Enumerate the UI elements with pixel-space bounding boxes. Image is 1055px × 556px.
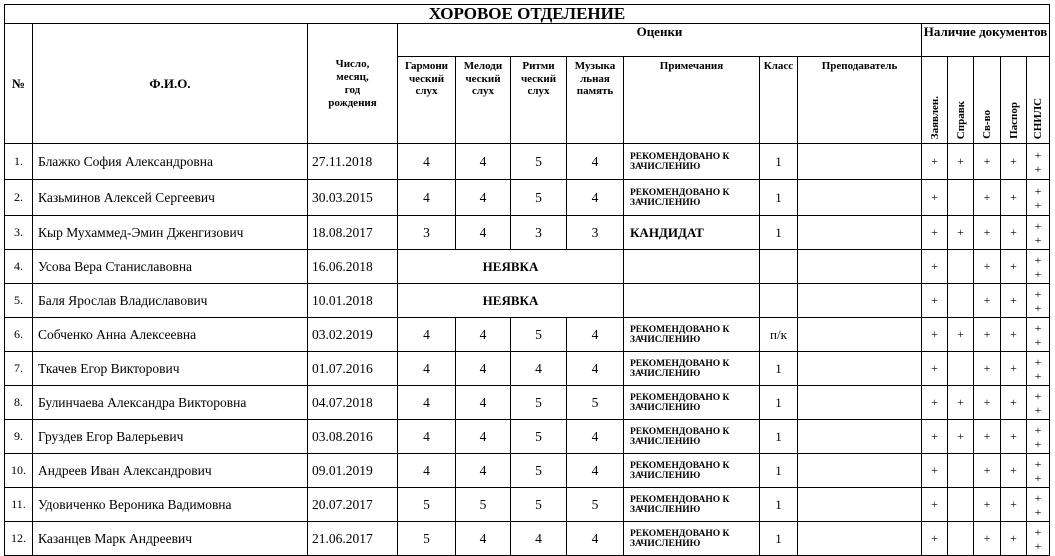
snils-mark-line: + [1034, 197, 1042, 212]
grade-harmonic: 4 [398, 420, 456, 454]
birth-date: 04.07.2018 [308, 386, 398, 420]
snils-mark-line: + [1034, 402, 1042, 417]
header-birth-date-line: рождения [328, 96, 377, 109]
header-line: льная [580, 72, 610, 85]
teacher-cell [798, 180, 922, 216]
note-cell [624, 420, 760, 454]
snils-mark-line: + [1034, 147, 1042, 162]
note-line: ЗАЧИСЛЕНИЮ [630, 334, 701, 345]
header-application-label: Заявлен. [928, 95, 941, 139]
birth-date: 20.07.2017 [308, 488, 398, 522]
student-name: Груздев Егор Валерьевич [33, 420, 308, 454]
note-cell [624, 488, 760, 522]
student-name: Ткачев Егор Викторович [33, 352, 308, 386]
doc-certificate-mark [948, 352, 974, 386]
teacher-cell [798, 454, 922, 488]
class-cell: 1 [760, 386, 798, 420]
doc-certificate-mark [948, 488, 974, 522]
doc-birth-certificate-mark: + [974, 144, 1001, 180]
class-cell [760, 284, 798, 318]
doc-application-mark: + [922, 284, 948, 318]
doc-snils-mark [1027, 250, 1050, 284]
doc-snils-mark [1027, 284, 1050, 318]
note-line: РЕКОМЕНДОВАНО К [630, 494, 730, 505]
doc-snils-mark [1027, 488, 1050, 522]
grade-harmonic: 4 [398, 386, 456, 420]
note-line: ЗАЧИСЛЕНИЮ [630, 368, 701, 379]
snils-mark-line: + [1034, 388, 1042, 403]
doc-application-mark: + [922, 488, 948, 522]
grade-melodic: 4 [456, 352, 511, 386]
doc-application-mark: + [922, 216, 948, 250]
grade-rhythmic: 5 [511, 144, 567, 180]
snils-mark-line: + [1034, 232, 1042, 247]
class-cell: 1 [760, 522, 798, 556]
header-grades: Оценки [398, 24, 922, 57]
header-melodic-hearing [456, 57, 511, 144]
doc-birth-certificate-mark: + [974, 522, 1001, 556]
snils-mark-line: + [1034, 320, 1042, 335]
doc-passport-mark: + [1001, 522, 1027, 556]
grade-memory: 4 [567, 352, 624, 386]
note-cell [624, 352, 760, 386]
grade-rhythmic: 5 [511, 318, 567, 352]
header-class: Класс [760, 57, 798, 144]
student-name: Андреев Иван Александрович [33, 454, 308, 488]
header-musical-memory [567, 57, 624, 144]
snils-mark-line: + [1034, 490, 1042, 505]
doc-certificate-mark [948, 522, 974, 556]
table-row [5, 352, 1050, 386]
note-line: ЗАЧИСЛЕНИЮ [630, 470, 701, 481]
doc-snils-mark [1027, 420, 1050, 454]
student-name: Удовиченко Вероника Вадимовна [33, 488, 308, 522]
class-cell: п/к [760, 318, 798, 352]
birth-date: 03.02.2019 [308, 318, 398, 352]
doc-birth-certificate-mark: + [974, 216, 1001, 250]
row-number: 12. [5, 522, 33, 556]
class-cell: 1 [760, 420, 798, 454]
header-certificate-label: Справк [954, 100, 967, 139]
snils-mark-line: + [1034, 286, 1042, 301]
table-row [5, 488, 1050, 522]
teacher-cell [798, 488, 922, 522]
note-cell [624, 250, 760, 284]
page-title: ХОРОВОЕ ОТДЕЛЕНИЕ [5, 5, 1050, 24]
note-line: РЕКОМЕНДОВАНО К [630, 460, 730, 471]
doc-birth-certificate-mark: + [974, 454, 1001, 488]
student-name: Казанцев Марк Андреевич [33, 522, 308, 556]
grade-rhythmic: 4 [511, 522, 567, 556]
header-line: память [576, 85, 614, 97]
grade-melodic: 4 [456, 216, 511, 250]
doc-application-mark: + [922, 352, 948, 386]
header-snils [1027, 57, 1050, 144]
note-line: РЕКОМЕНДОВАНО К [630, 358, 730, 369]
snils-mark-line: + [1034, 218, 1042, 233]
header-line: ческий [408, 72, 445, 85]
doc-passport-mark: + [1001, 488, 1027, 522]
teacher-cell [798, 522, 922, 556]
header-birth-date [308, 24, 398, 144]
grade-rhythmic: 3 [511, 216, 567, 250]
doc-application-mark: + [922, 318, 948, 352]
grade-memory: 4 [567, 454, 624, 488]
snils-mark-line: + [1034, 368, 1042, 383]
note-cell [624, 386, 760, 420]
doc-snils-mark [1027, 522, 1050, 556]
note-line: ЗАЧИСЛЕНИЮ [630, 504, 701, 515]
grade-melodic: 4 [456, 144, 511, 180]
header-number: № [5, 24, 33, 144]
snils-mark-line: + [1034, 252, 1042, 267]
class-cell: 1 [760, 144, 798, 180]
doc-application-mark: + [922, 420, 948, 454]
doc-passport-mark: + [1001, 250, 1027, 284]
grade-melodic: 4 [456, 420, 511, 454]
row-number: 3. [5, 216, 33, 250]
header-harmonic-hearing [398, 57, 456, 144]
snils-mark-line: + [1034, 538, 1042, 553]
snils-mark-line: + [1034, 504, 1042, 519]
header-passport [1001, 57, 1027, 144]
snils-mark-line: + [1034, 422, 1042, 437]
doc-application-mark: + [922, 522, 948, 556]
student-name: Казьминов Алексей Сергеевич [33, 180, 308, 216]
note-cell [624, 180, 760, 216]
note-line: ЗАЧИСЛЕНИЮ [630, 538, 701, 549]
table-row [5, 522, 1050, 556]
doc-snils-mark [1027, 454, 1050, 488]
grade-harmonic: 4 [398, 180, 456, 216]
table-row [5, 284, 1050, 318]
note-line: РЕКОМЕНДОВАНО К [630, 426, 730, 437]
snils-mark-line: + [1034, 334, 1042, 349]
birth-date: 01.07.2016 [308, 352, 398, 386]
header-line: Ритми [522, 60, 555, 72]
note-cell [624, 522, 760, 556]
note-cell [624, 144, 760, 180]
birth-date: 10.01.2018 [308, 284, 398, 318]
grade-harmonic: 4 [398, 144, 456, 180]
header-certificate [948, 57, 974, 144]
doc-certificate-mark: + [948, 386, 974, 420]
student-name: Кыр Мухаммед-Эмин Дженгизович [33, 216, 308, 250]
grade-memory: 4 [567, 522, 624, 556]
row-number: 1. [5, 144, 33, 180]
doc-snils-mark [1027, 216, 1050, 250]
grade-memory: 4 [567, 420, 624, 454]
note-line: ЗАЧИСЛЕНИЮ [630, 402, 701, 413]
doc-application-mark: + [922, 454, 948, 488]
grade-harmonic: 4 [398, 454, 456, 488]
grade-rhythmic: 5 [511, 180, 567, 216]
grade-harmonic: 4 [398, 352, 456, 386]
snils-mark-line: + [1034, 524, 1042, 539]
header-line: слух [471, 85, 495, 97]
doc-passport-mark: + [1001, 386, 1027, 420]
doc-certificate-mark: + [948, 144, 974, 180]
doc-application-mark: + [922, 144, 948, 180]
teacher-cell [798, 216, 922, 250]
birth-date: 18.08.2017 [308, 216, 398, 250]
grade-melodic: 4 [456, 454, 511, 488]
birth-date: 16.06.2018 [308, 250, 398, 284]
note-cell [624, 318, 760, 352]
doc-snils-mark [1027, 352, 1050, 386]
grade-memory: 5 [567, 386, 624, 420]
doc-certificate-mark: + [948, 318, 974, 352]
teacher-cell [798, 284, 922, 318]
doc-passport-mark: + [1001, 454, 1027, 488]
doc-certificate-mark [948, 250, 974, 284]
row-number: 11. [5, 488, 33, 522]
grade-memory: 4 [567, 144, 624, 180]
row-number: 8. [5, 386, 33, 420]
table-row [5, 420, 1050, 454]
note-line: РЕКОМЕНДОВАНО К [630, 528, 730, 539]
doc-birth-certificate-mark: + [974, 420, 1001, 454]
grade-rhythmic: 5 [511, 454, 567, 488]
doc-snils-mark [1027, 180, 1050, 216]
teacher-cell [798, 144, 922, 180]
note-line: РЕКОМЕНДОВАНО К [630, 151, 730, 162]
grade-harmonic: 4 [398, 318, 456, 352]
teacher-cell [798, 250, 922, 284]
header-notes: Примечания [624, 57, 760, 144]
row-number: 10. [5, 454, 33, 488]
doc-birth-certificate-mark: + [974, 250, 1001, 284]
class-cell: 1 [760, 180, 798, 216]
row-number: 4. [5, 250, 33, 284]
grade-memory: 5 [567, 488, 624, 522]
doc-passport-mark: + [1001, 180, 1027, 216]
header-application [922, 57, 948, 144]
absence-mark: НЕЯВКА [398, 250, 624, 284]
grade-melodic: 5 [456, 488, 511, 522]
header-birth-date-line: месяц, [336, 70, 369, 83]
birth-date: 03.08.2016 [308, 420, 398, 454]
note-line: РЕКОМЕНДОВАНО К [630, 324, 730, 335]
birth-date: 21.06.2017 [308, 522, 398, 556]
grade-melodic: 4 [456, 318, 511, 352]
doc-certificate-mark [948, 454, 974, 488]
table-row [5, 250, 1050, 284]
doc-passport-mark: + [1001, 420, 1027, 454]
doc-birth-certificate-mark: + [974, 352, 1001, 386]
note-line: РЕКОМЕНДОВАНО К [630, 187, 730, 198]
header-line: ческий [520, 72, 557, 85]
header-line: ческий [465, 72, 501, 85]
doc-passport-mark: + [1001, 216, 1027, 250]
class-cell: 1 [760, 352, 798, 386]
header-full-name: Ф.И.О. [33, 24, 308, 144]
teacher-cell [798, 352, 922, 386]
doc-application-mark: + [922, 386, 948, 420]
doc-certificate-mark [948, 284, 974, 318]
doc-snils-mark [1027, 386, 1050, 420]
grade-harmonic: 5 [398, 488, 456, 522]
birth-date: 27.11.2018 [308, 144, 398, 180]
teacher-cell [798, 386, 922, 420]
class-cell [760, 250, 798, 284]
class-cell: 1 [760, 454, 798, 488]
snils-mark-line: + [1034, 456, 1042, 471]
doc-passport-mark: + [1001, 318, 1027, 352]
doc-passport-mark: + [1001, 352, 1027, 386]
header-rhythmic-hearing [511, 57, 567, 144]
grade-melodic: 4 [456, 386, 511, 420]
student-name: Собченко Анна Алексеевна [33, 318, 308, 352]
table-row [5, 144, 1050, 180]
table-row [5, 216, 1050, 250]
class-cell: 1 [760, 488, 798, 522]
snils-mark-line: + [1034, 266, 1042, 281]
grade-rhythmic: 4 [511, 352, 567, 386]
header-birth-date-line: Число, [335, 57, 370, 70]
enrollment-table [4, 4, 1050, 556]
table-row [5, 180, 1050, 216]
row-number: 6. [5, 318, 33, 352]
snils-mark-line: + [1034, 354, 1042, 369]
table-row [5, 454, 1050, 488]
header-teacher: Преподаватель [798, 57, 922, 144]
row-number: 5. [5, 284, 33, 318]
grade-rhythmic: 5 [511, 420, 567, 454]
header-line: слух [527, 85, 550, 97]
header-snils-label: СНИЛС [1032, 97, 1045, 139]
absence-mark: НЕЯВКА [398, 284, 624, 318]
doc-birth-certificate-mark: + [974, 318, 1001, 352]
header-birth-date-line: год [344, 83, 361, 96]
header-line: Мелоди [463, 60, 503, 72]
row-number: 2. [5, 180, 33, 216]
snils-mark-line: + [1034, 161, 1042, 176]
doc-application-mark: + [922, 180, 948, 216]
birth-date: 09.01.2019 [308, 454, 398, 488]
header-line: слух [415, 85, 438, 97]
header-documents: Наличие документов [922, 24, 1050, 57]
table-row [5, 386, 1050, 420]
doc-snils-mark [1027, 144, 1050, 180]
student-name: Блажко София Александровна [33, 144, 308, 180]
header-birth-certificate-label: Св-во [981, 110, 993, 139]
doc-certificate-mark: + [948, 216, 974, 250]
note-line: ЗАЧИСЛЕНИЮ [630, 197, 701, 208]
note-cell [624, 454, 760, 488]
grade-melodic: 4 [456, 522, 511, 556]
doc-birth-certificate-mark: + [974, 180, 1001, 216]
header-line: Музыка [574, 60, 616, 72]
document-sheet [4, 4, 1049, 556]
note-cell [624, 284, 760, 318]
birth-date: 30.03.2015 [308, 180, 398, 216]
header-passport-label: Паспор [1007, 102, 1020, 139]
doc-snils-mark [1027, 318, 1050, 352]
teacher-cell [798, 420, 922, 454]
note-line: РЕКОМЕНДОВАНО К [630, 392, 730, 403]
doc-birth-certificate-mark: + [974, 386, 1001, 420]
class-cell: 1 [760, 216, 798, 250]
doc-passport-mark: + [1001, 284, 1027, 318]
header-line: Гармони [404, 60, 448, 72]
grade-melodic: 4 [456, 180, 511, 216]
teacher-cell [798, 318, 922, 352]
grade-memory: 3 [567, 216, 624, 250]
grade-rhythmic: 5 [511, 386, 567, 420]
doc-passport-mark: + [1001, 144, 1027, 180]
table-row [5, 318, 1050, 352]
grade-rhythmic: 5 [511, 488, 567, 522]
doc-application-mark: + [922, 250, 948, 284]
doc-birth-certificate-mark: + [974, 284, 1001, 318]
doc-birth-certificate-mark: + [974, 488, 1001, 522]
snils-mark-line: + [1034, 300, 1042, 315]
row-number: 7. [5, 352, 33, 386]
row-number: 9. [5, 420, 33, 454]
grade-harmonic: 3 [398, 216, 456, 250]
snils-mark-line: + [1034, 436, 1042, 451]
note-cell: КАНДИДАТ [624, 216, 760, 250]
snils-mark-line: + [1034, 183, 1042, 198]
snils-mark-line: + [1034, 470, 1042, 485]
doc-certificate-mark: + [948, 420, 974, 454]
grade-harmonic: 5 [398, 522, 456, 556]
note-line: ЗАЧИСЛЕНИЮ [630, 436, 701, 447]
header-birth-certificate [974, 57, 1001, 144]
student-name: Булинчаева Александра Викторовна [33, 386, 308, 420]
student-name: Баля Ярослав Владиславович [33, 284, 308, 318]
doc-certificate-mark [948, 180, 974, 216]
grade-memory: 4 [567, 318, 624, 352]
grade-memory: 4 [567, 180, 624, 216]
student-name: Усова Вера Станиславовна [33, 250, 308, 284]
note-line: ЗАЧИСЛЕНИЮ [630, 161, 701, 172]
